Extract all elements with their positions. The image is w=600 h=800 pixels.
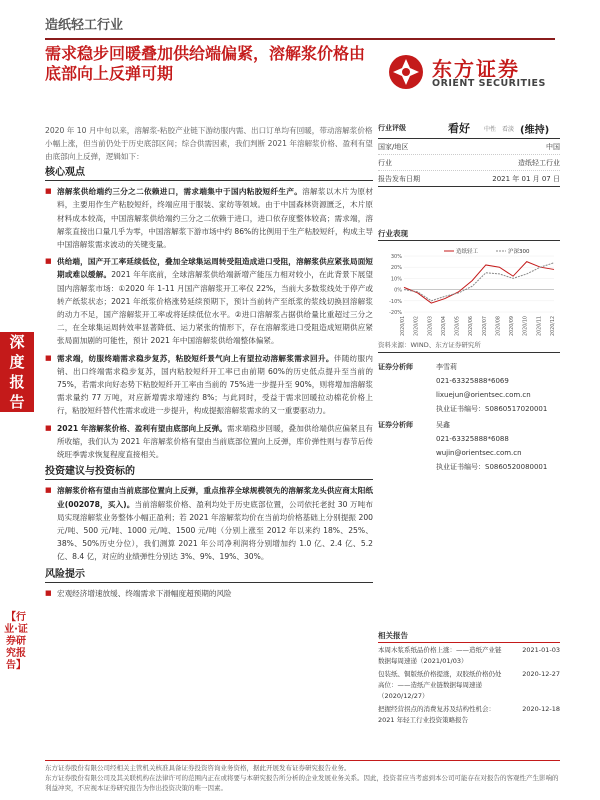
analyst-phone: 021-63325888*6088	[436, 435, 509, 443]
core-section	[45, 166, 373, 600]
report-title: 需求稳步回暖叠加供给端偏紧，溶解浆价格由底部向上反弹可期	[45, 44, 366, 83]
chart-source: 资料来源：WIND、东方证券研究所	[378, 341, 481, 349]
section-heading: 投资建议与投资标的	[45, 466, 135, 478]
analyst-role: 证券分析师	[378, 363, 413, 371]
related-item[interactable]	[378, 704, 560, 726]
info-row	[378, 155, 560, 171]
x-tick-label: 2020/03	[428, 316, 434, 336]
x-tick-label: 2020/04	[441, 316, 447, 336]
x-tick-label: 2020/07	[482, 316, 488, 336]
info-row	[378, 171, 560, 187]
chart-source-rule	[378, 352, 560, 353]
x-tick-label: 2020/02	[414, 316, 420, 336]
report-type-tag	[0, 332, 34, 412]
bullet-point	[45, 352, 373, 418]
rating-option-neutral: 中性	[484, 125, 497, 133]
series-line	[404, 263, 554, 301]
rating-value: 看好	[448, 122, 470, 135]
analyst-phone: 021-63325888*6069	[436, 377, 509, 385]
bullet-point	[45, 255, 373, 347]
analyst-email[interactable]: lixuejun@orientsec.com.cn	[436, 391, 531, 399]
bullet-bold: 需求端，纺服终端需求稳步复苏，粘胶短纤景气向上有望拉动溶解浆需求回升。	[57, 353, 334, 363]
x-tick-label: 2020/06	[469, 316, 475, 336]
performance-chart	[378, 246, 560, 338]
disclaimer-footer	[45, 760, 560, 793]
bullet-bold: 溶解浆价格有望由当前底部位置向上反弹，重点推荐全球规模领先的溶解浆龙头供应商太阳纸业(002078，买入)。	[57, 486, 373, 509]
bullet-point	[45, 185, 373, 251]
analyst-email-row	[378, 446, 560, 460]
y-tick-label: -20%	[389, 310, 402, 316]
disclaimer-line: 东方证券股份有限公司及其关联机构在法律许可的范围内正在或将要与本研究报告所分析的企业发展业务关系。因此，投资者应当考虑到本公司可能存在对报告的客观性产生影响的利益冲突，不应视本证券研究报告为作出投资决策的唯一因素。	[45, 774, 559, 792]
related-item[interactable]	[378, 669, 560, 702]
bullet-point	[45, 422, 373, 462]
y-tick-label: 20%	[390, 265, 402, 272]
x-tick-label: 2020/08	[496, 316, 502, 336]
section-rule	[45, 582, 373, 583]
analyst-cert: 执业证书编号：S0860517020001	[436, 405, 548, 413]
perf-rule	[378, 240, 560, 241]
related-title[interactable]: 把握经营拐点的消费复苏及结构性机会：2021 年轻工行业投资策略报告	[378, 705, 495, 724]
header-divider	[45, 38, 555, 40]
analyst-role: 证券分析师	[378, 421, 413, 429]
orient-logo-icon	[388, 54, 424, 90]
rating-panel	[378, 118, 560, 187]
analyst-cert: 执业证书编号：S0860520080001	[436, 463, 548, 471]
y-tick-label: -10%	[389, 298, 402, 305]
related-title[interactable]: 包装纸、铜版纸价格提涨，双胶纸价格仍处高位：——造纸产业链数据每周速递（2020/12/27）	[378, 670, 502, 700]
x-tick-label: 2020/10	[523, 316, 529, 336]
analyst-email-row	[378, 388, 560, 402]
section-heading: 风险提示	[45, 568, 85, 580]
related-reports	[378, 630, 560, 726]
bullet-point	[45, 484, 373, 563]
rating-status: (维持)	[520, 124, 550, 136]
bullet-text: 伴随纺服内销、出口终端需求稳步复苏，国内粘胶短纤开工率已由前期 60%的历史低点提升至当前的 75%，若需求向好态势下粘胶短纤开工率由当前的 75%进一步提升至 90%，则将增加溶解浆需求量约 77 万吨，对应新增需求增速约 8%；与此同时，受益于需求回暖拉动棉花价格上行，粘胶短纤替代性需求或进一步提升，构成提振溶解浆需求的又一重要驱动力。	[57, 353, 374, 416]
section-rule	[45, 180, 373, 181]
rating-row	[378, 118, 560, 139]
info-key: 报告发布日期	[378, 174, 420, 183]
info-key: 行业	[378, 158, 392, 167]
y-tick-label: 10%	[390, 276, 402, 283]
perf-heading: 行业表现	[378, 229, 408, 238]
analyst-name: 李雪莉	[436, 363, 457, 371]
bullet-text: 需求端稳步回暖，叠加供给端供应偏紧且有所收缩，我们认为 2021 年溶解浆价格有望由当前底部位置向上反弹，库价弹性则与春节后传统旺季需求恢复程度直接相关。	[57, 423, 373, 460]
performance-section	[378, 228, 560, 241]
analyst-cert-row	[378, 460, 560, 474]
bullet-text: 宏观经济增速放缓、终端需求下滑幅度超预期的风险	[57, 588, 232, 598]
section-heading: 核心观点	[45, 167, 85, 178]
bullet-bold: 溶解浆供给端约三分之二依赖进口，需求端集中于国内粘胶短纤生产。	[57, 187, 303, 197]
x-tick-label: 2020/05	[455, 316, 461, 336]
legend-label: 造纸轻工	[456, 249, 479, 255]
bullet-bold: 2021 年溶解浆价格、盈利有望由底部向上反弹。	[57, 423, 227, 433]
rating-option-negative: 看淡	[502, 125, 515, 133]
related-date: 2020-12-27	[522, 670, 560, 678]
series-line	[404, 262, 554, 303]
related-item[interactable]	[378, 645, 560, 667]
vertical-category-label: 【行业·证券研究报告】	[4, 612, 28, 671]
analyst-panel	[378, 360, 560, 474]
x-tick-label: 2020/09	[510, 316, 516, 336]
bullet-point	[45, 587, 373, 600]
analyst-name: 吴鑫	[436, 421, 450, 429]
section-rule	[45, 479, 373, 480]
related-rule	[378, 642, 560, 643]
info-value: 造纸轻工行业	[518, 158, 560, 167]
x-tick-label: 2020/12	[551, 316, 556, 336]
analyst-row	[378, 418, 560, 432]
report-type-label: 深度报告	[9, 333, 25, 411]
y-tick-label: 0%	[394, 287, 402, 294]
x-tick-label: 2020/11	[537, 316, 543, 336]
sector-label: 造纸轻工行业	[45, 18, 124, 33]
related-heading: 相关报告	[378, 631, 408, 640]
y-tick-label: 30%	[390, 254, 402, 260]
related-title[interactable]: 本周木浆系纸品价格上涨：——造纸产业链数据每周速递（2021/01/03）	[378, 646, 502, 665]
intro-paragraph: 2020 年 10 月中旬以来，溶解浆-粘胶产业链下游纺服内需、出口订单均有回暖，带动溶解浆价格小幅上涨，但当前仍处于历史底部区间；综合供需因素，我们判断 2021 年溶解浆价格、盈利有望由底部向上反弹，逻辑如下：	[45, 126, 373, 162]
info-key: 国家/地区	[378, 142, 409, 151]
related-date: 2021-01-03	[522, 646, 560, 654]
analyst-phone-row	[378, 374, 560, 388]
logo-text-en: ORIENT SECURITIES	[432, 78, 546, 89]
analyst-row	[378, 360, 560, 374]
bullet-text: 当前溶解浆价格、盈利均处于历史底部位置，公司依托老挝 30 万吨布局实现溶解浆业务整体小幅正盈利；若 2021 年溶解浆均价在当前均价格基础上分别提振 200 元/吨、500 元/吨、1000 元/吨、1500 元/吨（分别上涨至 2012 年以来约 18%、25%、38%、50%历史分位），我们测算 2021 年公司净利润将分别增加约 1.0 亿、2.4 亿、5.2 亿、8.4 亿，对应的业绩弹性分别达 3%、9%、19%、30%。	[57, 499, 373, 562]
analyst-cert-row	[378, 402, 560, 416]
disclaimer-line: 东方证券股份有限公司经相关主管机关核准具备证券投资咨询业务资格，据此开展发布证券研究报告业务。	[45, 764, 351, 772]
analyst-phone-row	[378, 432, 560, 446]
bullet-text: 2021 年年底前，全球溶解浆供给端新增产能压力相对较小，在此背景下展望国内溶解浆市场：①2020 年 1-11 月国产溶解浆开工率仅 22%，当前大多数浆线处于停产或转产纸浆状态；2021 年纸浆价格涨势延续预期下，预计当前转产至纸浆的浆线切换回溶解浆的动力不足，国产溶解浆开工率或将延续低位水平。②进口溶解浆占据供给量比重超过三分之二，在全球集运周转效率显著降低、运力紧张的情形下，存在溶解浆进口受阻造成短期供应紧张局面加剧的可能性，预计 2021 年中国溶解浆供给端整体偏紧。	[57, 270, 373, 346]
info-value: 2021 年 01 月 07 日	[492, 174, 560, 183]
analyst-email[interactable]: wujin@orientsec.com.cn	[436, 449, 522, 457]
logo-text-cn: 东方证券	[432, 57, 520, 81]
x-tick-label: 2020/01	[401, 316, 406, 336]
related-date: 2020-12-18	[522, 705, 560, 713]
rating-label: 行业评级	[378, 124, 406, 132]
legend-label: 沪深300	[508, 249, 530, 255]
info-value: 中国	[546, 142, 560, 151]
bullet-bold: 供给端，国产开工率延续低位，叠加全球集运周转受阻造成进口受阻，溶解浆供应紧张局面短期或难以缓解。	[57, 257, 373, 280]
info-row	[378, 139, 560, 155]
bullet-text: 溶解浆以木片为原材料，主要用作生产粘胶短纤，终端应用于服装、家纺等领域。由于中国森林资源匮乏，木片原材料成本较高，中国溶解浆供给端约三分之二依赖于进口，进口依存度整体较高；需求端，溶解浆直接出口量几乎为零，中国溶解浆下游市场中约 86%的比例用于生产粘胶短纤，构成主导中国溶解浆需求波动的关键变量。	[57, 187, 373, 250]
